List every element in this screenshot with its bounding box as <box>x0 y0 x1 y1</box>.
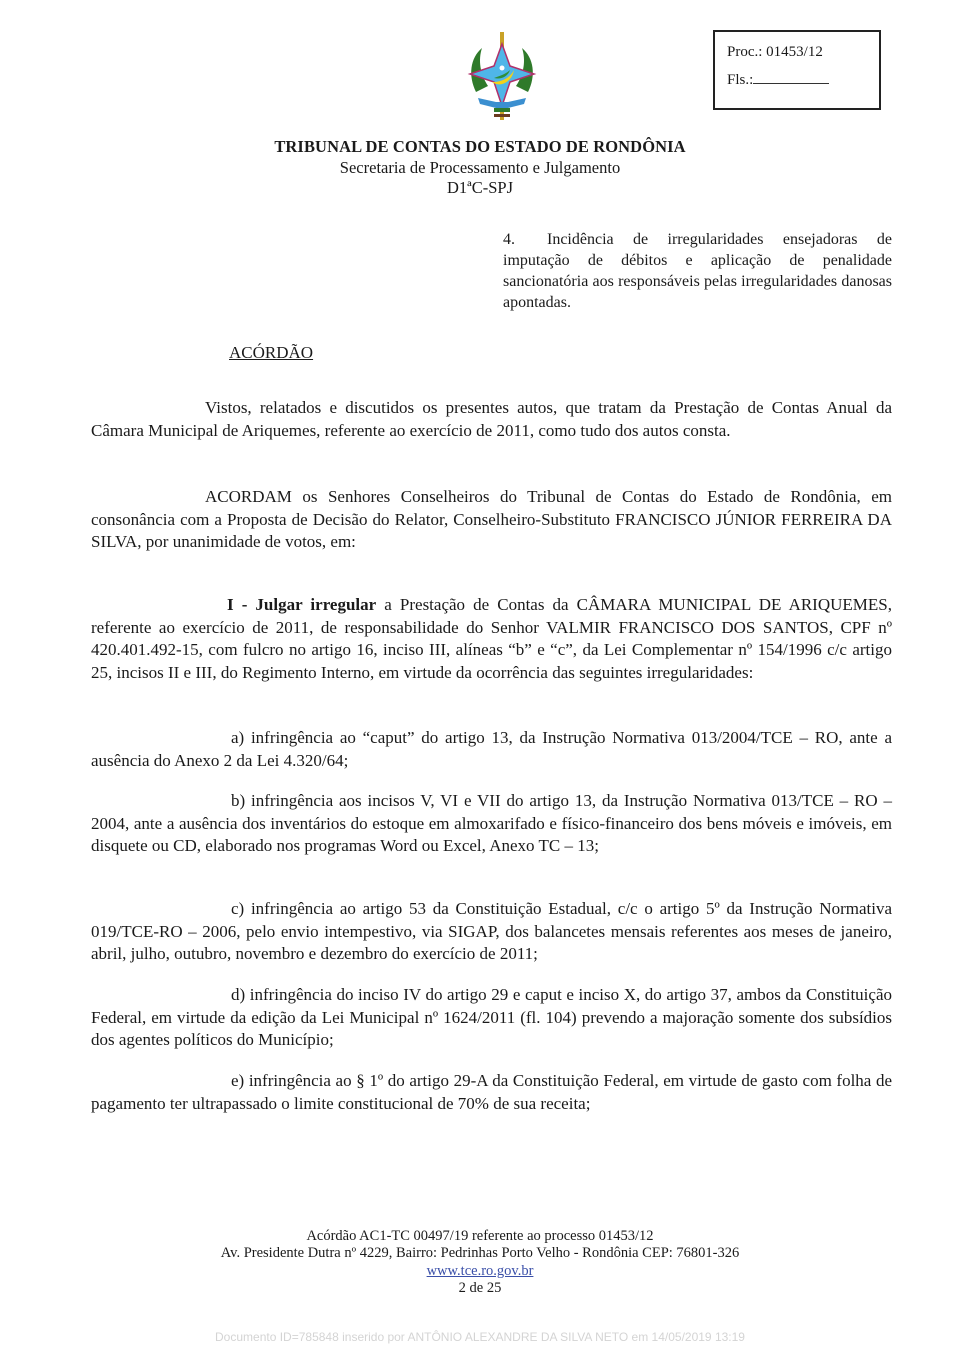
folhas-field <box>727 66 879 94</box>
ementa-item <box>503 229 892 313</box>
process-number: Proc.: 01453/12 <box>727 44 823 60</box>
acordao-heading: ACÓRDÃO <box>229 343 314 362</box>
irregularity-item-c: c) infringência ao artigo 53 da Constituição Estadual, c/c o artigo 5º da Instrução Normativa 019/TCE-RO – 2006, pelo envio intempestivo, via SIGAP, dos balancetes mensais referentes aos meses de janeiro, abril, julho, outubro, novembro e dezembro do exercício de 2011; <box>91 899 892 963</box>
paragraph-acordam: ACORDAM os Senhores Conselheiros do Tribunal de Contas do Estado de Rondônia, em consonância com a Proposta de Decisão do Relator, Conselheiro-Substituto FRANCISCO JÚNIOR FERREIRA DA SILVA, por unanimidade de votos, em: <box>91 487 892 551</box>
paragraph-julgar-irregular <box>91 594 892 684</box>
irregularity-item-e: e) infringência ao § 1º do artigo 29-A da Constituição Federal, em virtude de gasto com folha de pagamento ter ultrapassado o limite constitucional de 70% de sua receita; <box>91 1071 892 1113</box>
irregularity-item-a: a) infringência ao “caput” do artigo 13, da Instrução Normativa 013/2004/TCE – RO, ante a ausência do Anexo 2 da Lei 4.320/64; <box>91 728 892 770</box>
footer-website <box>0 1262 960 1280</box>
ementa-text: Incidência de irregularidades ensejadoras de imputação de débitos e aplicação de penalidade sancionatória aos responsáveis pelas irregularidades danosas apontadas. <box>503 231 892 311</box>
website-link[interactable]: www.tce.ro.gov.br <box>426 1263 534 1279</box>
ementa-number: 4. <box>503 231 515 248</box>
irregularity-item-b: b) infringência aos incisos V, VI e VII do artigo 13, da Instrução Normativa 013/TCE – RO – 2004, ante a ausência dos inventários do estoque em almoxarifado e físico-financeiro dos bens móveis e imóveis, em disquete ou CD, elaborado nos programas Word ou Excel, Anexo TC – 13; <box>91 791 892 855</box>
footer-address: Av. Presidente Dutra nº 4229, Bairro: Pedrinhas Porto Velho - Rondônia CEP: 76801-326 <box>220 1245 740 1261</box>
coat-of-arms-rondonia-icon <box>466 30 538 126</box>
page-number: 2 de 25 <box>458 1280 502 1296</box>
department-code: D1ªC-SPJ <box>447 178 513 197</box>
folhas-label: Fls.: <box>727 72 754 88</box>
document-watermark: Documento ID=785848 inserido por ANTÔNIO ALEXANDRE DA SILVA NETO em 14/05/2019 13:19 <box>215 1330 745 1344</box>
julgar-irregular-text: a Prestação de Contas da CÂMARA MUNICIPAL DE ARIQUEMES, referente ao exercício de 2011, de responsabilidade do Senhor VALMIR FRANCISCO DOS SANTOS, CPF nº 420.401.492-15, com fulcro no artigo 16, inciso III, alíneas “b” e “c”, da Lei Complementar nº 154/1996 c/c artigo 25, incisos II e III, do Regimento Interno, em virtude da ocorrência das seguintes irregularidades: <box>91 595 892 682</box>
institution-title: TRIBUNAL DE CONTAS DO ESTADO DE RONDÔNIA <box>274 137 686 156</box>
julgar-irregular-heading: I - Julgar irregular <box>227 595 377 614</box>
process-stamp-box <box>713 30 881 110</box>
footer-acordao-reference: Acórdão AC1-TC 00497/19 referente ao processo 01453/12 <box>306 1228 654 1244</box>
folhas-blank-line <box>753 69 829 84</box>
institution-subtitle: Secretaria de Processamento e Julgamento <box>339 158 621 177</box>
irregularity-item-d: d) infringência do inciso IV do artigo 29 e caput e inciso X, do artigo 37, ambos da Constituição Federal, em virtude da edição da Lei Municipal nº 1624/2011 (fl. 104) prevendo a majoração somente dos subsídios dos agentes políticos do Município; <box>91 985 892 1049</box>
paragraph-vistos: Vistos, relatados e discutidos os presentes autos, que tratam da Prestação de Contas Anual da Câmara Municipal de Ariquemes, referente ao exercício de 2011, como tudo dos autos consta. <box>91 398 892 440</box>
